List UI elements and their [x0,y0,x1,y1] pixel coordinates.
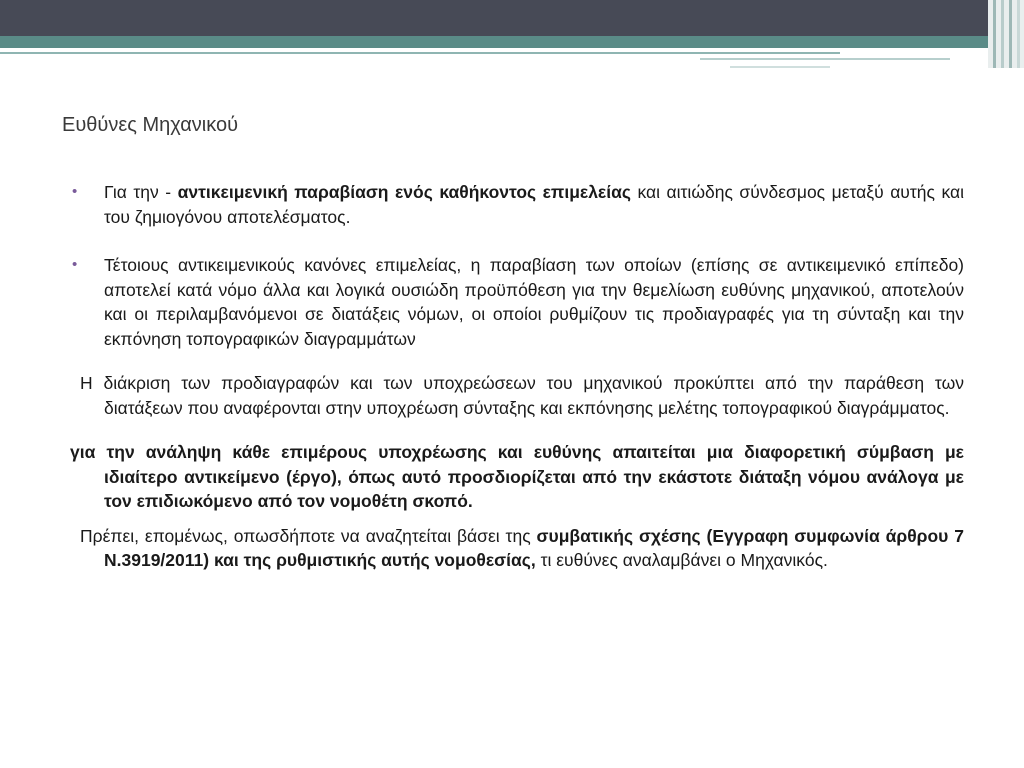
bullet1-suffix: και αιτιώδης σύνδεσμος μεταξύ αυτής και του ζημιογόνου αποτελέσματος. [104,182,964,227]
para5-prefix: Πρέπει, επομένως, οπωσδήποτε να αναζητείται βάσει της [80,525,537,546]
stripe [993,0,996,68]
slide-content [70,180,964,573]
stripe [1017,0,1020,68]
stripe [1009,0,1012,68]
para5-bold: συμβατικής σχέσης (Εγγραφη συμφωνία άρθρου 7 Ν.3919/2011) και της ρυθμιστικής αυτής νομοθεσίας, [104,525,964,570]
header-band [0,0,1024,36]
bullet2-text: Τέτοιους αντικειμενικούς κανόνες επιμελείας, η παραβίαση των οποίων (επίσης σε αντικειμενικό επίπεδο) αποτελεί κατά νόμο άλλα και λογικά ουσιώδη προϋπόθεση για την θεμελίωση ευθύνης μηχανικού, αποτελούν και οι περιλαμβανόμενοι σε διατάξεις νόμων, οι οποίοι ρυθμίζουν τις προδιαγραφές για τη σύνταξη και την εκπόνηση τοπογραφικών διαγραμμάτων [104,255,964,349]
bullet-icon: • [72,183,78,200]
para4-bold: για την ανάληψη κάθε επιμέρους υποχρέωσης και ευθύνης απαιτείται μια διαφορετική σύμβαση με ιδιαίτερο αντικείμενο (έργο), όπως αυτό προσδιορίζεται από την εκάστοτε διάταξη νόμου ανάλογα με τον επιδιωκόμενο από τον νομοθέτη σκοπό. [70,442,964,511]
accent-line [0,52,840,54]
accent-line [700,58,950,60]
paragraph [70,440,964,514]
bullet-item [70,253,964,351]
accent-line [730,66,830,68]
slide-title: Ευθύνες Μηχανικού [62,114,239,136]
bullet1-bold: αντικειμενική παραβίαση ενός καθήκοντος επιμελείας [177,182,631,202]
bullet-icon: • [72,256,78,273]
corner-stripes [988,0,1024,68]
bullet1-prefix: Για την - [104,182,178,202]
accent-band [0,36,990,48]
bullet-item [70,180,964,229]
stripe [1001,0,1004,68]
paragraph [70,524,964,573]
paragraph [70,371,964,420]
para5-suffix: τι ευθύνες αναλαμβάνει ο Μηχανικός. [535,550,828,570]
para3-text: Η διάκριση των προδιαγραφών και των υποχρεώσεων του μηχανικού προκύπτει από την παράθεση των διατάξεων που αναφέρονται στην υποχρέωση σύνταξης και εκπόνησης μελέτης τοπογραφικού διαγράμματος. [80,373,964,418]
